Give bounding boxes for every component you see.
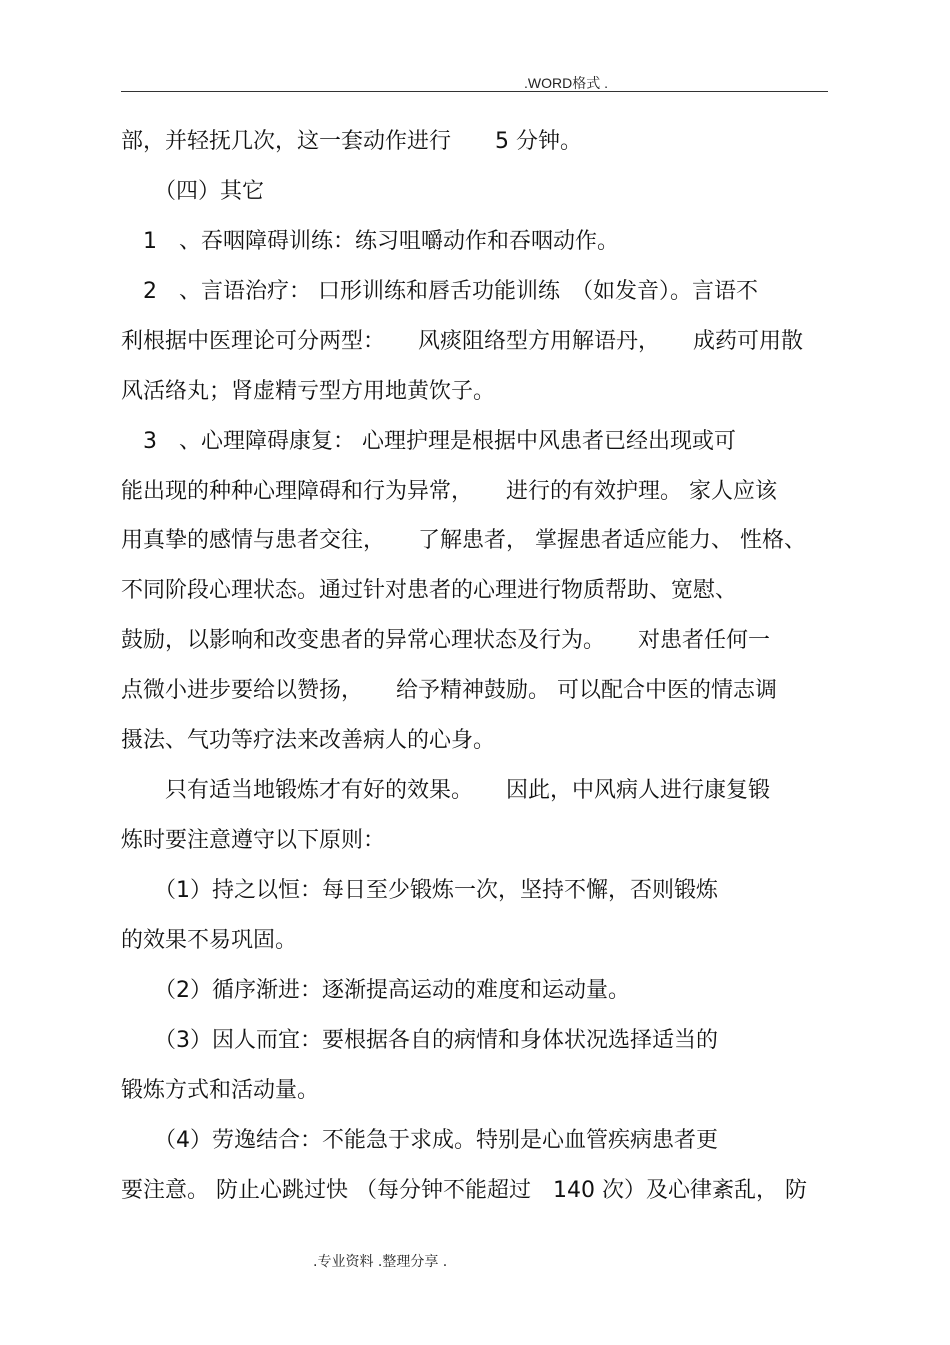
text-line: 3 、心理障碍康复： 心理护理是根据中风患者已经出现或可 (121, 429, 736, 454)
text-line: 点微小进步要给以赞扬， 给予精神鼓励。 可以配合中医的情志调 (121, 678, 777, 703)
text-line: 摄法、气功等疗法来改善病人的心身。 (121, 728, 496, 753)
page-footer: .专业资料 .整理分享 . (313, 1254, 448, 1270)
text-line: 不同阶段心理状态。通过针对患者的心理进行物质帮助、宽慰、 (121, 578, 738, 603)
text-line: 2 、言语治疗： 口形训练和唇舌功能训练 （如发音）。言语不 (121, 279, 758, 304)
text-line: 利根据中医理论可分两型： 风痰阻络型方用解语丹， 成药可用散 (121, 329, 804, 354)
text-line: 用真挚的感情与患者交往， 了解患者， 掌握患者适应能力、 性格、 (121, 528, 806, 553)
list-item: （2）循序渐进：逐渐提高运动的难度和运动量。 (121, 978, 630, 1003)
text-line: 炼时要注意遵守以下原则： (121, 828, 386, 853)
text-line: 只有适当地锻炼才有好的效果。 因此，中风病人进行康复锻 (121, 778, 771, 803)
text-line: 风活络丸；肾虚精亏型方用地黄饮子。 (121, 379, 496, 404)
header-rule (121, 91, 828, 92)
text-line: 部，并轻抚几次，这一套动作进行 5 分钟。 (121, 129, 582, 154)
text-line: 锻炼方式和活动量。 (121, 1078, 320, 1103)
text-line: 要注意。 防止心跳过快 （每分钟不能超过 140 次）及心律紊乱， 防 (121, 1178, 807, 1203)
section-heading: （四）其它 (121, 179, 265, 204)
text-line: 1 、吞咽障碍训练：练习咀嚼动作和吞咽动作。 (121, 229, 619, 254)
list-item: （4）劳逸结合：不能急于求成。特别是心血管疾病患者更 (121, 1128, 718, 1153)
list-item: （1）持之以恒：每日至少锻炼一次，坚持不懈，否则锻炼 (121, 878, 718, 903)
text-line: 鼓励，以影响和改变患者的异常心理状态及行为。 对患者任何一 (121, 628, 771, 653)
list-item: （3）因人而宜：要根据各自的病情和身体状况选择适当的 (121, 1028, 718, 1053)
header-text: .WORD格式 . (524, 75, 608, 91)
text-line: 的效果不易巩固。 (121, 928, 298, 953)
text-line: 能出现的种种心理障碍和行为异常， 进行的有效护理。 家人应该 (121, 479, 777, 504)
